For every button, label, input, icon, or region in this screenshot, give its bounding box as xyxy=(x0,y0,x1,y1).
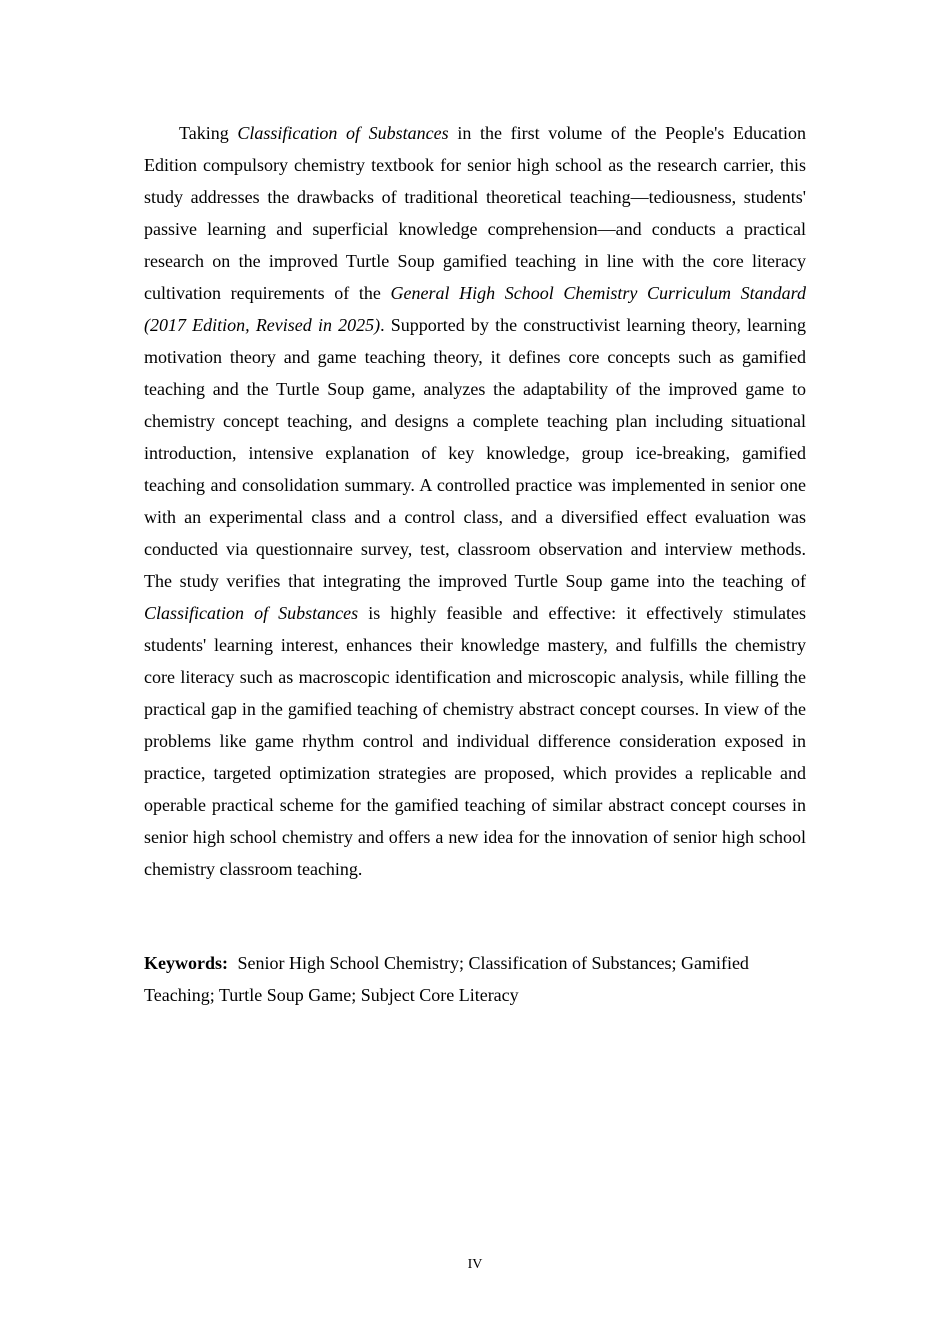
textbook-title: Classification of Substances xyxy=(144,603,359,623)
abstract-text: . Supported by the constructivist learning theory, learning motivation theory and game teaching theory, it defines core concepts such as gamified teaching and the Turtle Soup game, analyzes the adaptability of the improved game to chemistry concept teaching, and designs a complete teaching plan including situational introduction, intensive explanation of key knowledge, group ice-breaking, gamified teaching and consolidation summary. A controlled practice was implemented in senior one with an experimental class and a control class, and a diversified effect evaluation was conducted via questionnaire survey, test, classroom observation and interview methods. The study verifies that integrating the improved Turtle Soup game into the teaching of xyxy=(144,315,806,591)
keywords-text: Senior High School Chemistry; Classification of Substances; Gamified Teaching; Turtle Soup Game; Subject Core Literacy xyxy=(144,953,749,1005)
textbook-title: Classification of Substances xyxy=(237,123,449,143)
keywords-line xyxy=(144,947,806,1011)
curriculum-standard-title: General High School Chemistry Curriculum Standard (2017 Edition, Revised in 2025) xyxy=(144,283,807,335)
abstract-text: is highly feasible and effective: it effectively stimulates students' learning interest, enhances their knowledge mastery, and fulfills the chemistry core literacy such as macroscopic identification and microscopic analysis, while filling the practical gap in the gamified teaching of chemistry abstract concept courses. In view of the problems like game rhythm control and individual difference consideration exposed in practice, targeted optimization strategies are proposed, which provides a replicable and operable practical scheme for the gamified teaching of similar abstract concept courses in senior high school chemistry and offers a new idea for the innovation of senior high school chemistry classroom teaching. xyxy=(144,603,806,879)
abstract-paragraph xyxy=(144,117,806,885)
abstract-text: Taking xyxy=(179,123,238,143)
keywords-label: Keywords: xyxy=(144,953,228,973)
page-number: IV xyxy=(467,1257,483,1272)
abstract-text: in the first volume of the People's Education Edition compulsory chemistry textbook for senior high school as the research carrier, this study addresses the drawbacks of traditional theoretical teaching—tediousness, students' passive learning and superficial knowledge comprehension—and conducts a practical research on the improved Turtle Soup gamified teaching in line with the core literacy cultivation requirements of the xyxy=(144,123,806,303)
